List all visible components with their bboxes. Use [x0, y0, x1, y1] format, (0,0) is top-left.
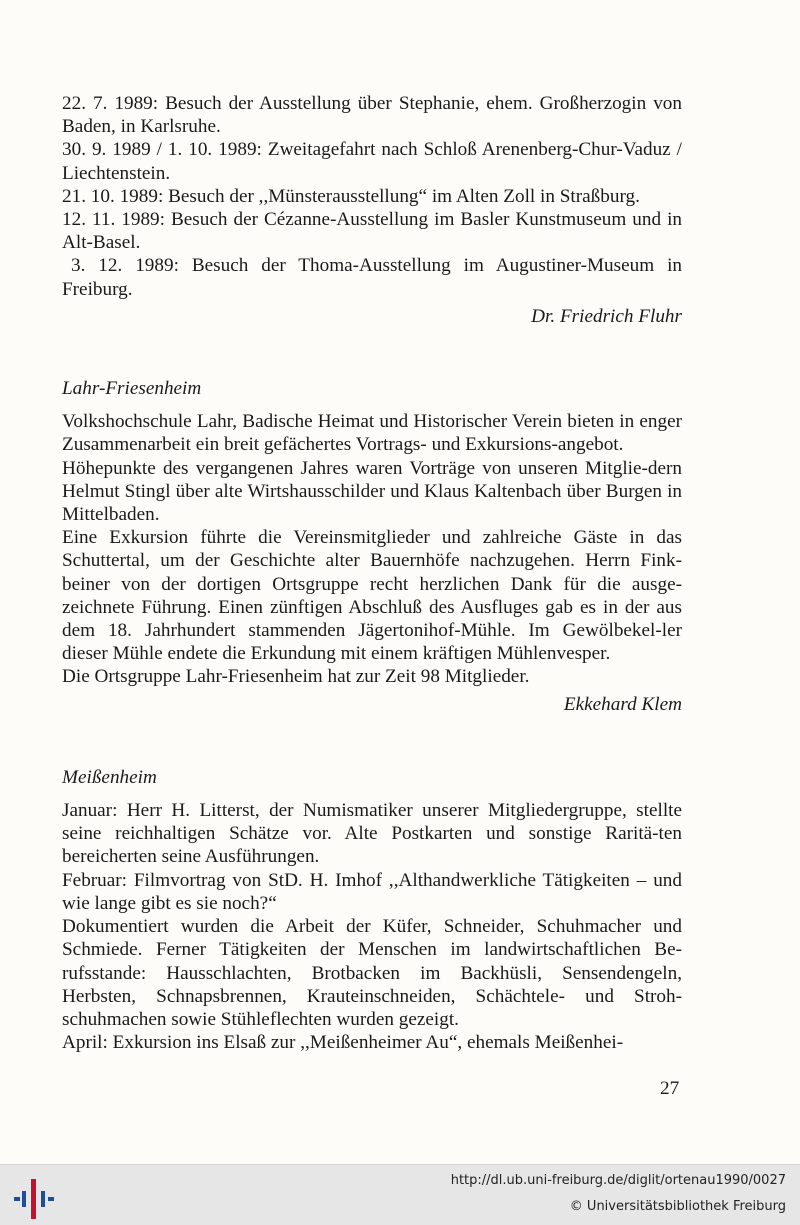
- event-paragraph: 12. 11. 1989: Besuch der Cézanne-Ausstellung im Basler Kunstmuseum und in Alt-Basel.: [62, 209, 682, 254]
- event-paragraph: 22. 7. 1989: Besuch der Ausstellung über Stephanie, ehem. Großherzogin von Baden, in Karlsruhe.: [62, 93, 682, 138]
- signature-klem: Ekkehard Klem: [563, 693, 682, 715]
- body-paragraph: Die Ortsgruppe Lahr-Friesenheim hat zur Zeit 98 Mitglieder.: [62, 666, 530, 688]
- body-paragraph: Dokumentiert wurden die Arbeit der Küfer, Schneider, Schuhmacher und Schmiede. Ferner Tätigkeiten der Menschen im landwirtschaftlichen Be-rufsstande: Hausschlachten, Brotbacken im Backhüsli, Sensendengeln, Herbsten, Schnapsbrennen, Krauteinschneiden, Schächtele- und Stroh-schuhmachen sowie Stühleflechten wurden gezeigt.: [62, 916, 682, 1030]
- heading-spacer: [62, 789, 682, 799]
- body-paragraph: Januar: Herr H. Litterst, der Numismatiker unserer Mitgliedergruppe, stellte seine reichhaltigen Schätze vor. Alte Postkarten und sonstige Raritä-ten bereicherten seine Ausführungen.: [62, 800, 682, 868]
- copyright-notice: © Universitätsbibliothek Freiburg: [569, 1199, 786, 1214]
- body-paragraph: Februar: Filmvortrag von StD. H. Imhof ,,Althandwerkliche Tätigkeiten – und wie lange gibt es sie noch?“: [62, 869, 682, 914]
- body-paragraph: Höhepunkte des vergangenen Jahres waren Vorträge von unseren Mitglie-dern Helmut Stingl über alte Wirtshausschilder und Klaus Kaltenbach über Burgen in Mittelbaden.: [62, 457, 682, 526]
- event-paragraph: 3. 12. 1989: Besuch der Thoma-Ausstellung im Augustiner-Museum in Freiburg.: [62, 255, 682, 300]
- section-heading-meissenheim: Meißenheim: [62, 766, 157, 788]
- body-paragraph: Volkshochschule Lahr, Badische Heimat und Historischer Verein bieten in enger Zusammenarbeit ein breit gefächertes Vortrags- und Exkursions-angebot.: [62, 411, 682, 456]
- section-spacer: [62, 328, 682, 377]
- section-heading-lahr: Lahr-Friesenheim: [62, 378, 202, 400]
- footer-bar: [0, 1164, 800, 1225]
- section-spacer: [62, 716, 682, 766]
- library-logo-icon: [12, 1179, 56, 1219]
- page-number: 27: [660, 1078, 680, 1099]
- permalink-url[interactable]: http://dl.ub.uni-freiburg.de/diglit/ortenau1990/0027: [450, 1173, 786, 1188]
- event-paragraph: 21. 10. 1989: Besuch der ,,Münsterausstellung“ im Alten Zoll in Straßburg.: [62, 185, 640, 207]
- heading-spacer: [62, 400, 682, 410]
- page-body: [62, 92, 682, 1054]
- signature-fluhr: Dr. Friedrich Fluhr: [531, 305, 682, 327]
- event-paragraph: 30. 9. 1989 / 1. 10. 1989: Zweitagefahrt nach Schloß Arenenberg-Chur-Vaduz / Liechtenstein.: [62, 139, 682, 184]
- body-paragraph: April: Exkursion ins Elsaß zur ,,Meißenheimer Au“, ehemals Meißenhei-: [62, 1032, 624, 1054]
- body-paragraph: Eine Exkursion führte die Vereinsmitglieder und zahlreiche Gäste in das Schuttertal, um der Geschichte alter Bauernhöfe nachzugehen. Herrn Fink-beiner von der dortigen Ortsgruppe recht herzlichen Dank für die ausge-zeichnete Führung. Einen zünftigen Abschluß des Ausfluges gab es in der aus dem 18. Jahrhundert stammenden Jägertonihof-Mühle. Im Gewölbekel-ler dieser Mühle endete die Erkundung mit einem kräftigen Mühlenvesper.: [62, 527, 682, 665]
